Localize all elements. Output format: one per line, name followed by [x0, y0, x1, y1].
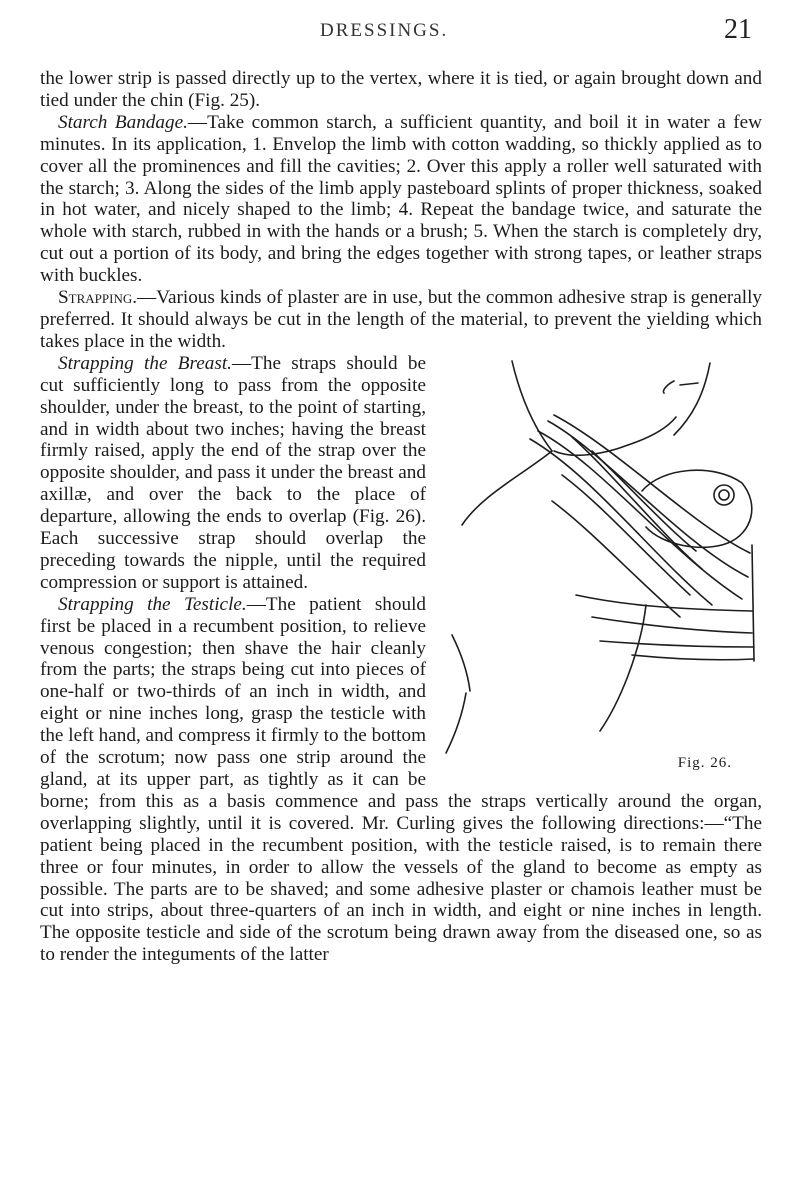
paragraph-continued: the lower strip is passed directly up to the vertex, where it is tied, or again brought down and tied under the chin (Fig. 25). [40, 68, 762, 111]
section-heading-strapping: Strapping. [58, 287, 138, 309]
strapping-testicle-text: —The patient should first be placed in a recumbent position, to relieve venous congestion; then shave the hair cleanly from the parts; the straps being cut into pieces of one-half or two-thirds of an inch in width, and eight or nine inches long, grasp the testicle with the left hand, and compress it firmly to the bottom of the scrotum; now pass one strip around the gland, at its upper part, as tightly as it can be borne; from this as a basis commence and pass the straps vertically around the organ, overlapping slightly, until it is covered. Mr. Curling gives the following directions:—“The patient being placed in the recumbent position, with the testicle raised, is to remain there three or four minutes, in order to allow the vessels of the gland to become as empty as possible. The parts are to be shaved; and some adhesive plaster or chamois leather must be cut into strips, about three-quarters of an inch in width, and eight or nine inches in length. The opposite testicle and side of the scrotum being drawn away from the diseased one, so as to render the integuments of the latter [40, 593, 762, 966]
figure-26 [436, 355, 768, 787]
strapping-text: —Various kinds of plaster are in use, but the common adhesive strap is generally preferred. It should always be cut in the length of the material, to prevent the yielding which takes place in the width. [40, 287, 762, 352]
page-number: 21 [724, 14, 752, 45]
strapping-breast-illustration [442, 355, 762, 755]
paragraph-strapping [40, 287, 762, 353]
starch-bandage-text: —Take common starch, a sufficient quantity, and boil it in water a few minutes. In its application, 1. Envelop the limb with cotton wadding, so thickly applied as to cover all the prominences and fill the cavities; 2. Over this apply a roller well saturated with the starch; 3. Along the sides of the limb apply pasteboard splints of proper thickness, soaked in hot water, and nicely shaped to the limb; 4. Repeat the bandage twice, and saturate the whole with starch, rubbed in with the hands or a brush; 5. When the starch is completely dry, cut out a portion of its body, and bring the edges together with strong tapes, or leather straps with buckles. [40, 111, 762, 287]
strapping-breast-text: —The straps should be cut sufficiently long to pass from the opposite shoulder, under the breast, to the point of starting, and in width about two inches; having the breast firmly raised, apply the end of the strap over the opposite shoulder, and pass it under the breast and axillæ, and over the back to the place of departure, allowing the ends to overlap (Fig. 26). Each successive strap should overlap the preceding towards the nipple, until the required compression or support is attained. [40, 352, 427, 593]
body-text [40, 68, 762, 966]
section-heading-strapping-breast: Strapping the Breast. [58, 352, 232, 374]
figure-caption: Fig. 26. [677, 754, 732, 771]
paragraph-starch-bandage [40, 112, 762, 287]
running-title: DRESSINGS. [320, 20, 449, 41]
section-heading-strapping-testicle: Strapping the Testicle. [58, 593, 247, 615]
section-heading-starch-bandage: Starch Bandage. [58, 111, 188, 133]
running-head [0, 14, 800, 44]
